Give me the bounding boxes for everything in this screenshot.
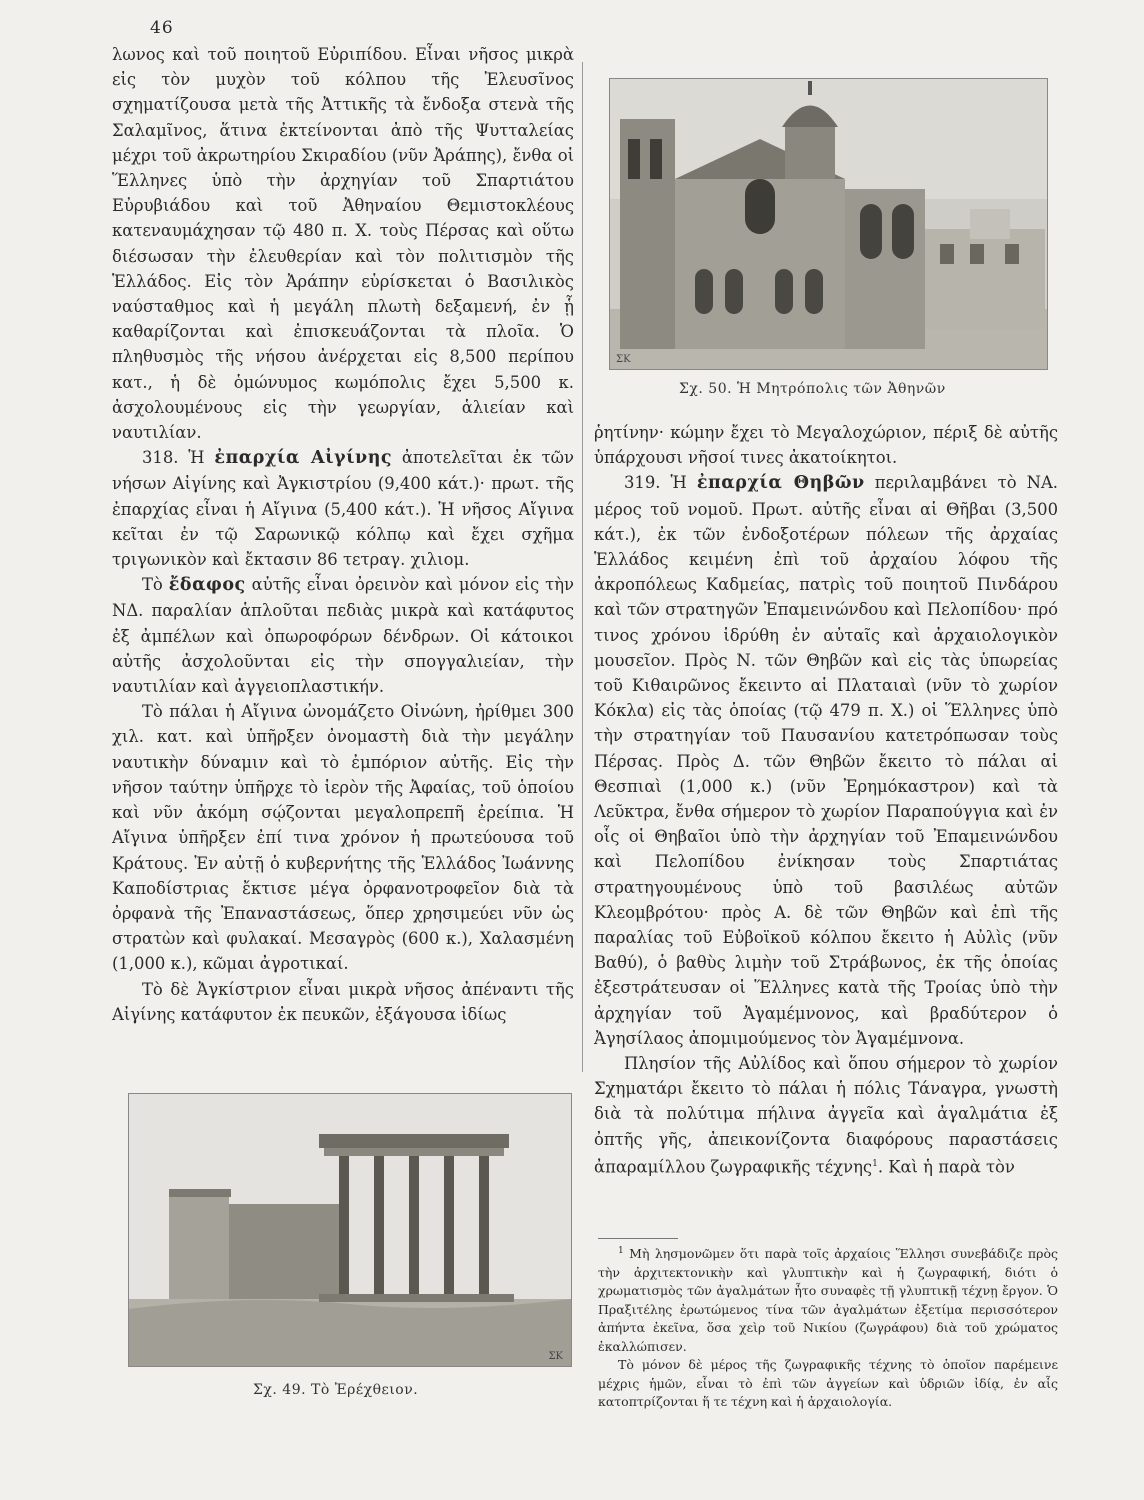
- footnote-paragraph-2: Τὸ μόνον δὲ μέρος τῆς ζωγραφικῆς τέχνης τὸ ὁποῖον παρέμεινε μέχρις ἡμῶν, εἶναι τὸ ἐπὶ τῶν ἀγγείων καὶ ὑδριῶν ἰδίᾳ, ἐν αἷς κατοπτρίζονται ἥ τε τέχνη καὶ ἡ ἀρχαιολογία.: [598, 1357, 1058, 1410]
- paragraph-salamis: λωνος καὶ τοῦ ποιητοῦ Εὐριπίδου. Εἶναι νῆσος μικρὰ εἰς τὸν μυχὸν τοῦ κόλπου τῆς Ἐλευσῖνος σχηματίζουσα μετὰ τῆς Ἀττικῆς τὰ ἔνδοξα στενὰ τῆς Σαλαμῖνος, ἅτινα ἐκτείνονται ἀπὸ τῆς Ψυτταλείας μέχρι τοῦ ἀκρωτηρίου Σκιραδίου (νῦν Ἀράπης), ἔνθα οἱ Ἕλληνες ὑπὸ τὴν ἀρχηγίαν τοῦ Σπαρτιάτου Εὐρυβιάδου καὶ τοῦ Ἀθηναίου Θεμιστοκλέους κατεναυμάχησαν τῷ 480 π. Χ. τοὺς Πέρσας καὶ οὕτω διέσωσαν τὴν ἐλευθερίαν καὶ τὸν πολιτισμὸν τῆς Ἑλλάδος. Εἰς τὸν Ἀράπην εὑρίσκεται ὁ Βασιλικὸς ναύσταθμος καὶ ἡ μεγάλη πλωτὴ δεξαμενή, ἐν ᾗ καθαρίζονται καὶ ἐπισκευάζονται τὰ πλοῖα. Ὁ πληθυσμὸς τῆς νήσου ἀνέρχεται εἰς 8,500 περίπου κατ., ἡ δὲ ὁμώνυμος κωμόπολις ἔχει 5,500 κ. ἀσχολουμένους εἰς τὴν γεωργίαν, ἁλιείαν καὶ ναυτιλίαν.: [112, 45, 574, 443]
- left-column: [112, 42, 574, 1027]
- page-number: 46: [150, 18, 174, 38]
- heading-terrain: ἔδαφος: [168, 575, 246, 596]
- paragraph-terrain-text: αὐτῆς εἶναι ὀρεινὸν καὶ μόνον εἰς τὴν ΝΔ. παραλίαν ἁπλοῦται πεδιὰς μικρὰ καὶ κατάφυτος ἐξ ἀμπέλων καὶ ὀπωροφόρων δένδρων. Οἱ κάτοικοι αὐτῆς ἀσχολοῦνται εἰς τὴν σπογγαλιείαν, τὴν ναυτιλίαν καὶ ἀγγειοπλαστικήν.: [112, 575, 575, 697]
- right-column: [594, 420, 1058, 1180]
- section-number-319: 319. Ἡ: [624, 473, 687, 493]
- paragraph-terrain-lead: Τὸ: [142, 575, 163, 595]
- paragraph-tanagra-tail: . Καὶ ἡ παρὰ τὸν: [877, 1157, 1015, 1177]
- section-number-318: 318. Ἡ: [142, 448, 205, 468]
- figure-metropolis-athens: [609, 78, 1048, 370]
- caption-figure-50: Σχ. 50. Ἡ Μητρόπολις τῶν Ἀθηνῶν: [679, 381, 946, 397]
- paragraph-318-text: ἀποτελεῖται ἐκ τῶν νήσων Αἰγίνης καὶ Ἀγκιστρίου (9,400 κάτ.)· πρωτ. τῆς ἐπαρχίας εἶναι ἡ Αἴγινα (5,400 κάτ.). Ἡ νῆσος Αἴγινα κεῖται ἐν τῷ Σαρωνικῷ κόλπῳ καὶ ἔχει σχῆμα τριγωνικὸν καὶ ἔκτασιν 86 τετραγ. χιλιομ.: [112, 448, 574, 570]
- paragraph-319-text: περιλαμβάνει τὸ ΝΑ. μέρος τοῦ νομοῦ. Πρωτ. αὐτῆς εἶναι αἱ Θῆβαι (3,500 κάτ.), ἐκ τῶν ἐνδοξοτέρων πόλεων τῆς ἀρχαίας Ἑλλάδος κειμένη ἐπὶ τοῦ ἀρχαίου λόφου τῆς ἀκροπόλεως Καδμείας, πατρὶς τοῦ ποιητοῦ Πινδάρου καὶ τῶν στρατηγῶν Ἐπαμεινώνδου καὶ Πελοπίδου· πρό τινος χρόνου ἱδρύθη ἐν αὐταῖς καὶ ἀρχαιολογικὸν μουσεῖον. Πρὸς Ν. τῶν Θηβῶν καὶ εἰς τὰς ὑπωρείας τοῦ Κιθαιρῶνος ἔκειντο αἱ Πλαταιαὶ (νῦν τὸ χωρίον Κόκλα) εἰς τὰς ὁποίας (τῷ 479 π. Χ.) οἱ Ἕλληνες ὑπὸ τὴν στρατηγίαν τοῦ Παυσανίου κατετρόπωσαν τοὺς Πέρσας. Πρὸς Δ. τῶν Θηβῶν ἔκειτο τὸ πάλαι αἱ Θεσπιαὶ (1,000 κ.) (νῦν Ἐρημόκαστρον) καὶ τὰ Λεῦκτρα, ἔνθα σήμερον τὸ χωρίον Παραπούγγια καὶ ἐν οἷς οἱ Θηβαῖοι ὑπὸ τὴν ἀρχηγίαν τοῦ Ἐπαμεινώνδου καὶ Πελοπίδου ἐνίκησαν τοὺς Σπαρτιάτας στρατηγουμένους ὑπὸ τοῦ βασιλέως αὐτῶν Κλεομβρότου· πρὸς Α. δὲ τῶν Θηβῶν καὶ ἐπὶ τῆς παραλίας τοῦ Εὐβοϊκοῦ κόλπου ἔκειτο ἡ Αὐλὶς (νῦν Βαθύ), ὁ βαθὺς λιμὴν τοῦ Στράβωνος, ἐκ τῆς ὁποίας ἐξεστράτευσαν οἱ Ἕλληνες κατὰ τῆς Τροίας ὑπὸ τὴν ἀρχηγίαν τοῦ Ἀγαμέμνονος, καὶ βραδύτερον ὁ Ἀγησίλαος ἀπομιμούμενος τὸν Ἀγαμέμνονα.: [594, 473, 1059, 1048]
- footnote-rule: [598, 1238, 678, 1239]
- heading-eparchy-thebes: ἐπαρχία Θηβῶν: [696, 473, 865, 494]
- footnote-reference: 1: [872, 1158, 878, 1169]
- paragraph-agkistri-cont: ῥητίνην· κώμην ἔχει τὸ Μεγαλοχώριον, πέριξ δὲ αὐτῆς ὑπάρχουσι νῆσοί τινες ἀκατοίκητοι.: [594, 423, 1058, 468]
- paragraph-terrain: [112, 572, 574, 699]
- heading-eparchy-aegina: ἐπαρχία Αἰγίνης: [214, 448, 393, 469]
- metropolis-illustration: [610, 79, 1047, 369]
- footnote: [598, 1242, 1058, 1412]
- footnote-text-1: Μὴ λησμονῶμεν ὅτι παρὰ τοῖς ἀρχαίοις Ἕλλησι συνεβάδιζε πρὸς τὴν ἀρχιτεκτονικὴν καὶ γλυπτικὴν καὶ ἡ ζωγραφική, διότι ὁ χρωματισμὸς τῶν ἀγαλμάτων ἦτο συναφὲς τῇ γλυπτικῇ τέχνῃ ἔργον. Ὁ Πραξιτέλης ἐρωτώμενος τίνα τῶν ἀγαλμάτων ἐξετίμα περισσότερον ἀπήντα ἐκεῖνα, ὅσα χεὶρ τοῦ Νικίου (ζωγράφου) διὰ τοῦ χρώματος ἐκαλλώπισεν.: [598, 1246, 1058, 1354]
- paragraph-tanagra-text: Πλησίον τῆς Αὐλίδος καὶ ὅπου σήμερον τὸ χωρίον Σχηματάρι ἔκειτο τὸ πάλαι ἡ πόλις Τάναγρα, γνωστὴ διὰ τὰ πολύτιμα πήλινα ἀγγεῖα καὶ ἀγαλμάτια ἐξ ὀπτῆς γῆς, ἀπεικονίζοντα διαφόρους παραστάσεις ἀπαραμίλλου ζωγραφικῆς τέχνης: [594, 1054, 1058, 1177]
- figure-erechtheion: [128, 1093, 572, 1367]
- column-rule: [582, 62, 583, 1072]
- monogram: ΣΚ: [616, 354, 631, 365]
- paragraph-aegina-history: Τὸ πάλαι ἡ Αἴγινα ὠνομάζετο Οἰνώνη, ἠρίθμει 300 χιλ. κατ. καὶ ὑπῆρξεν ὀνομαστὴ διὰ τὴν μεγάλην ναυτικὴν δύναμιν καὶ τὸ ἐμπόριον αὐτῆς. Εἰς τὴν νῆσον ταύτην ὑπῆρχε τὸ ἱερὸν τῆς Ἀφαίας, τοῦ ὁποίου καὶ νῦν ἀκόμη σῴζονται μεγαλοπρεπῆ ἐρείπια. Ἡ Αἴγινα ὑπῆρξεν ἐπί τινα χρόνον ἡ πρωτεύουσα τοῦ Κράτους. Ἐν αὐτῇ ὁ κυβερνήτης τῆς Ἑλλάδος Ἰωάννης Καποδίστριας ἔκτισε μέγα ὀρφανοτροφεῖον διὰ τὰ ὀρφανὰ τῆς Ἐπαναστάσεως, ὅπερ χρησιμεύει νῦν ὡς στρατὼν καὶ φυλακαί. Μεσαγρὸς (600 κ.), Χαλασμένη (1,000 κ.), κῶμαι ἀγροτικαί.: [112, 702, 574, 974]
- caption-figure-49: Σχ. 49. Τὸ Ἐρέχθειον.: [253, 1382, 419, 1398]
- paragraph-agkistri: Τὸ δὲ Ἀγκίστριον εἶναι μικρὰ νῆσος ἀπέναντι τῆς Αἰγίνης κατάφυτον ἐκ πευκῶν, ἐξάγουσα ἰδίως: [112, 979, 574, 1024]
- paragraph-tanagra: [594, 1051, 1058, 1179]
- paragraph-319: [594, 470, 1058, 1051]
- monogram: ΣΚ: [548, 1351, 563, 1362]
- footnote-paragraph-1: [598, 1242, 1058, 1356]
- footnote-mark: 1: [618, 1246, 624, 1256]
- paragraph-318: [112, 445, 574, 572]
- erechtheion-illustration: [129, 1094, 571, 1366]
